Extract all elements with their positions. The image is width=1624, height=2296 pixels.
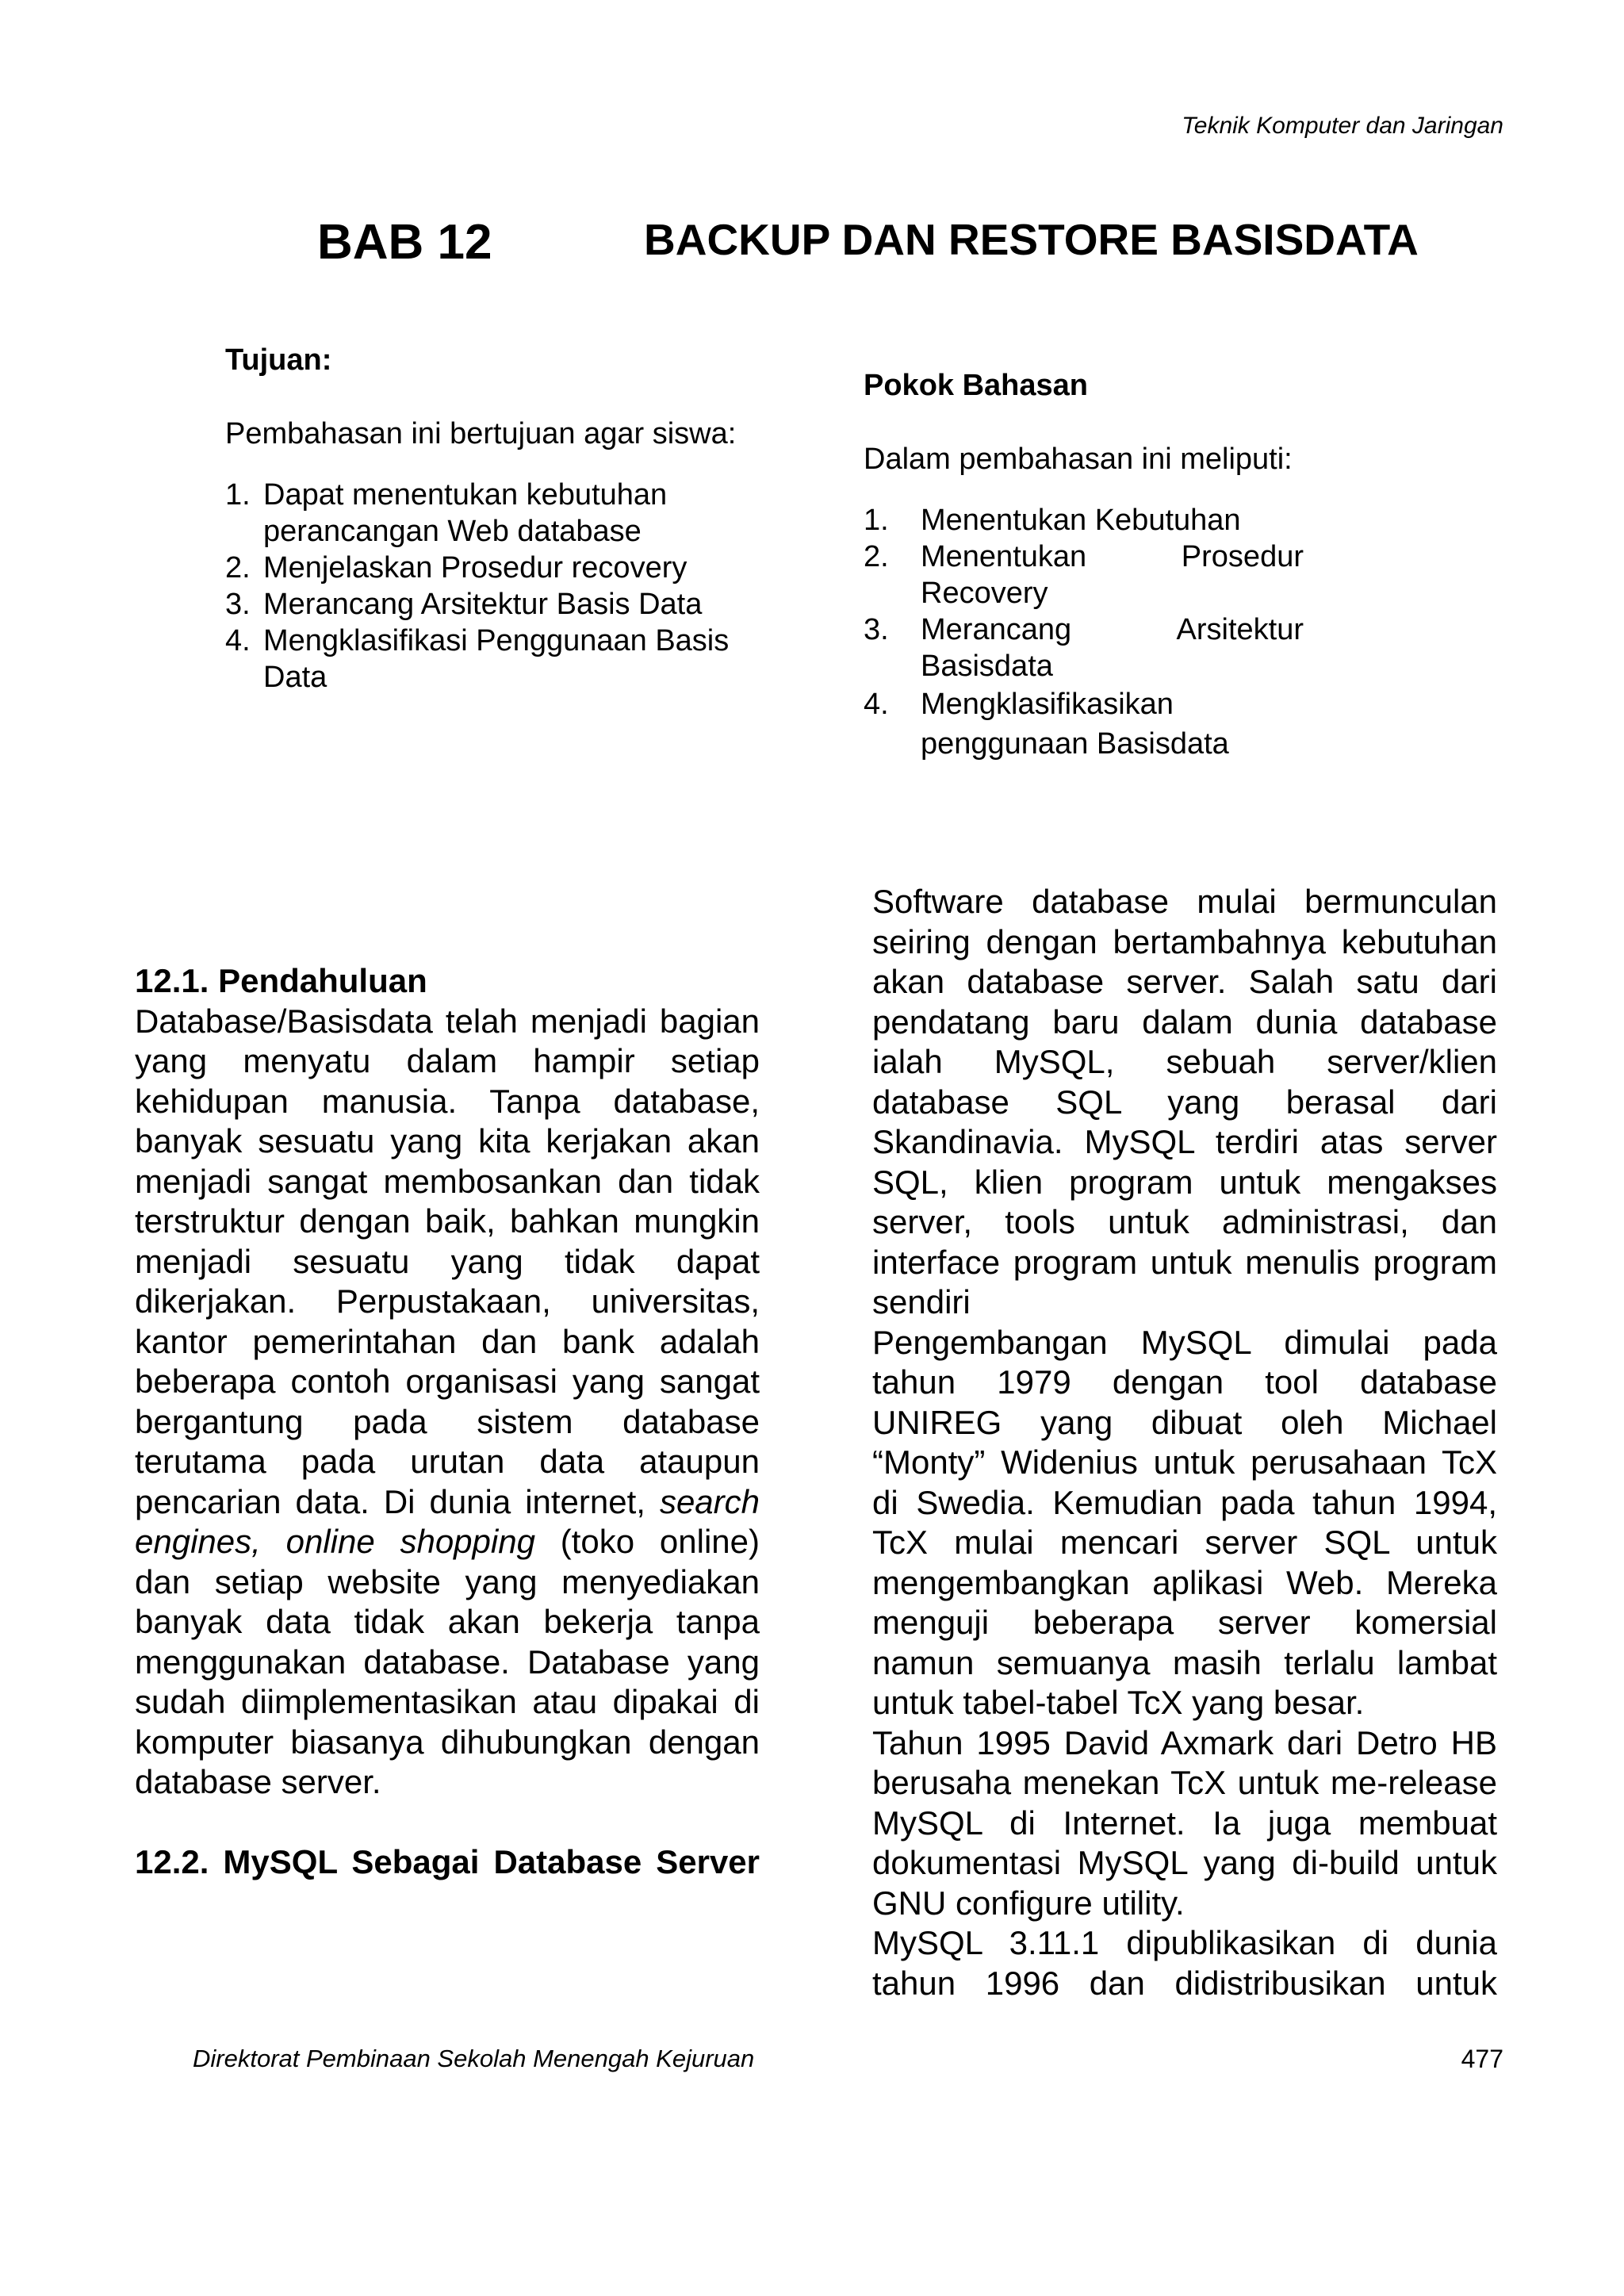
pokok-intro: Dalam pembahasan ini meliputi: — [864, 443, 1293, 476]
paragraph: Software database mulai bermunculan seiring dengan bertambahnya kebutuhan akan database server. Salah satu dari pendatang baru dalam dunia database ialah MySQL, sebuah server/klien database SQL yang berasal dari Skandinavia. MySQL terdiri atas server SQL, klien program untuk mengakses server, tools untuk administrasi, dan interface program untuk menulis program sendiri — [872, 883, 1497, 1320]
pokok-item: 1. Menentukan Kebutuhan — [864, 504, 1241, 537]
left-column — [135, 961, 760, 1882]
paragraph: MySQL 3.11.1 dipublikasikan di dunia tahun 1996 dan didistribusikan untuk — [872, 1924, 1497, 2002]
pokok-item: 4. Mengklasifikasikan penggunaan Basisdata — [864, 688, 1229, 761]
footer-text: Direktorat Pembinaan Sekolah Menengah Kejuruan — [193, 2045, 755, 2072]
tujuan-item: 4. Mengklasifikasi Penggunaan Basis Data — [225, 624, 730, 694]
pokok-list — [864, 502, 1304, 764]
paragraph: Pengembangan MySQL dimulai pada tahun 1979 dengan tool database UNIREG yang dibuat oleh Michael “Monty” Widenius untuk perusahaan TcX di Swedia. Kemudian pada tahun 1994, TcX mulai mencari server SQL untuk mengembangkan aplikasi Web. Mereka menguji beberapa server komersial namun semuanya masih terlalu lambat untuk tabel-tabel TcX yang besar. — [872, 1323, 1497, 1721]
tujuan-heading: Tujuan: — [225, 343, 332, 377]
section-heading-pendahuluan: 12.1. Pendahuluan — [135, 962, 427, 999]
tujuan-item: 3. Merancang Arsitektur Basis Data — [225, 588, 703, 621]
page-number: 477 — [1461, 2045, 1503, 2073]
pokok-item: 2. Menentukan Prosedur Recovery — [864, 540, 1304, 610]
pokok-item: 3. Merancang Arsitektur Basisdata — [864, 613, 1304, 683]
paragraph-pendahuluan: Database/Basisdata telah menjadi bagian yang menyatu dalam hampir setiap kehidupan manusia. Tanpa database, banyak sesuatu yang kita kerjakan akan menjadi sangat membosankan dan tidak terstruktur dengan baik, bahkan mungkin menjadi sesuatu yang tidak dapat dikerjakan. Perpustakaan, universitas, kantor pemerintahan dan bank adalah beberapa contoh organisasi yang sangat bergantung pada sistem database terutama pada urutan data ataupun pencarian data. Di dunia internet, search engines, online shopping (toko online) dan setiap website yang menyediakan banyak data tidak akan bekerja tanpa menggunakan database. Database yang sudah diimplementasikan atau dipakai di komputer biasanya dihubungkan dengan database server. — [135, 1002, 760, 1800]
tujuan-intro: Pembahasan ini bertujuan agar siswa: — [225, 417, 737, 450]
right-column — [872, 882, 1497, 2003]
running-header: Teknik Komputer dan Jaringan — [1182, 113, 1503, 139]
tujuan-list — [225, 477, 764, 696]
tujuan-item: 1. Dapat menentukan kebutuhan perancangan Web database — [225, 478, 668, 548]
tujuan-block — [225, 343, 780, 696]
pokok-block — [864, 369, 1371, 764]
pokok-heading: Pokok Bahasan — [864, 369, 1088, 402]
chapter-number: BAB 12 — [317, 215, 492, 270]
paragraph: Tahun 1995 David Axmark dari Detro HB berusaha menekan TcX untuk me-release MySQL di Internet. Ia juga membuat dokumentasi MySQL yang di-build untuk GNU configure utility. — [872, 1723, 1497, 1922]
section-heading-mysql: 12.2. MySQL Sebagai Database Server — [135, 1842, 760, 1880]
tujuan-item: 2. Menjelaskan Prosedur recovery — [225, 551, 688, 585]
chapter-title: BACKUP DAN RESTORE BASISDATA — [644, 215, 1419, 264]
